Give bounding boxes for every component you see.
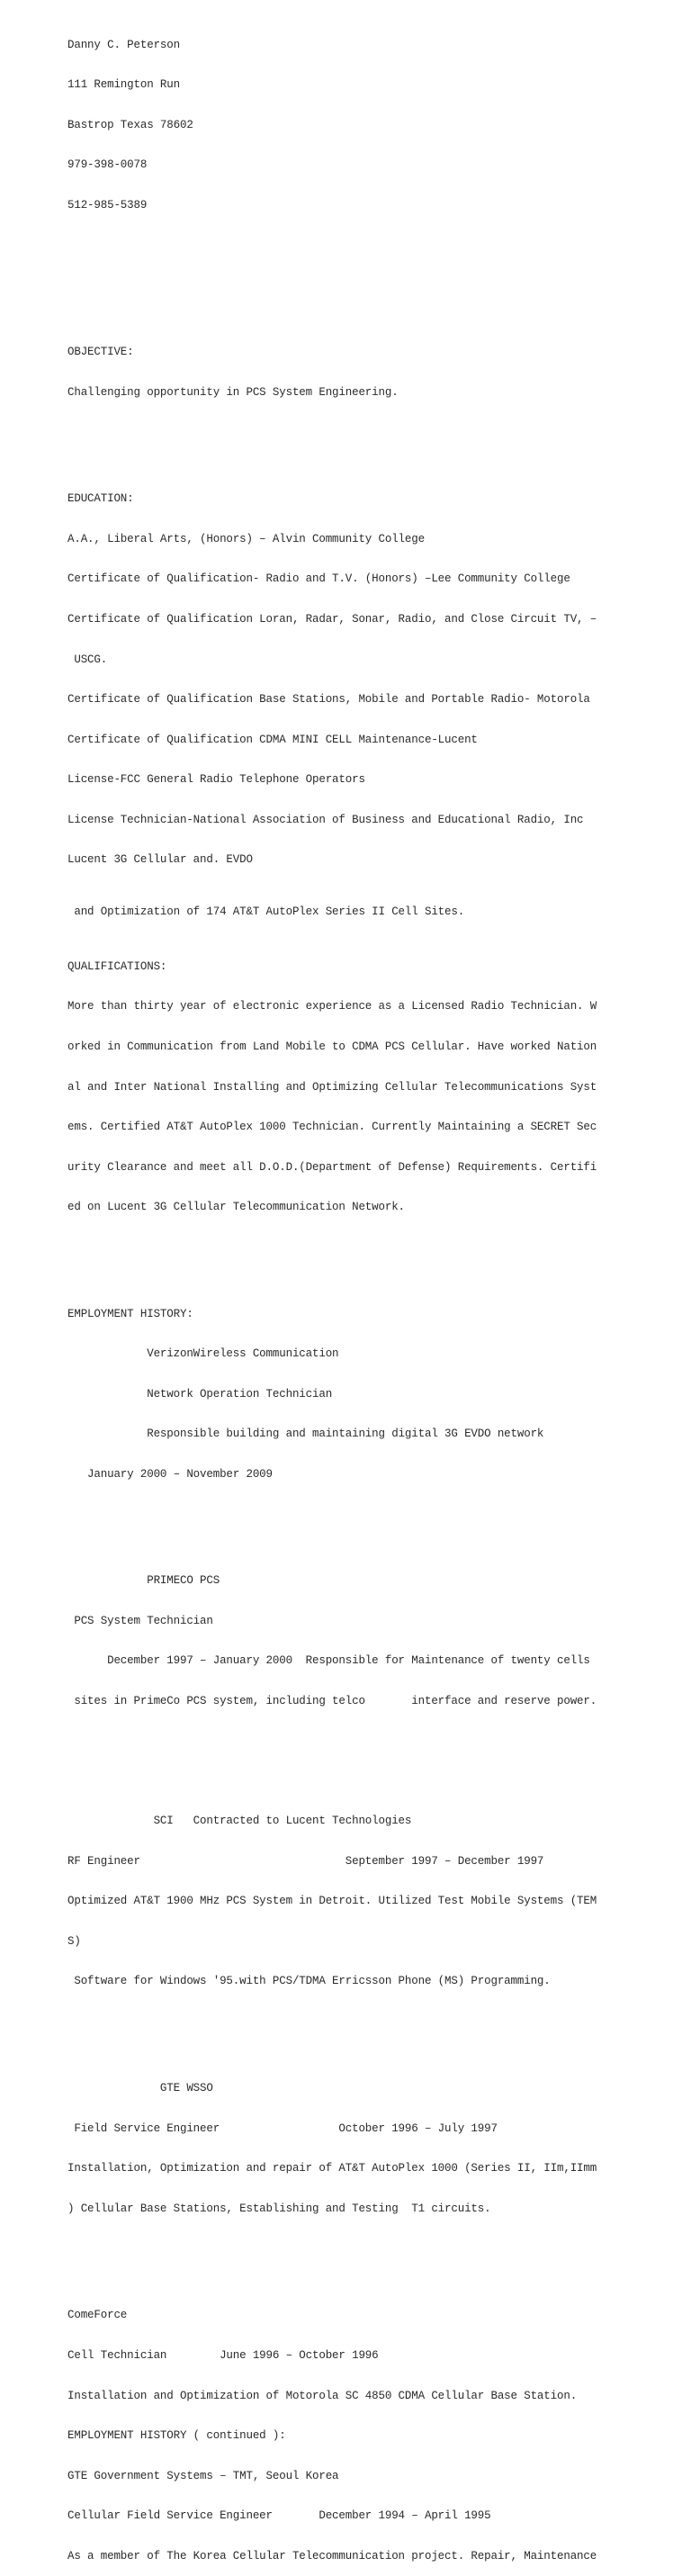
job-line: Installation, Optimization and repair of AT&T AutoPlex 1000 (Series II, IIm,IImm bbox=[67, 2162, 597, 2175]
spacer bbox=[67, 1254, 679, 1267]
qualifications-heading: QUALIFICATIONS: bbox=[67, 959, 167, 973]
job-line: S) bbox=[67, 1934, 81, 1948]
objective-heading: OBJECTIVE: bbox=[67, 346, 134, 359]
job-line: As a member of The Korea Cellular Telecommunication project. Repair, Maintenance bbox=[67, 2549, 597, 2562]
job-line: RF Engineer September 1997 – December 1997 bbox=[67, 1854, 544, 1868]
job-line: Field Service Engineer October 1996 – July 1997 bbox=[67, 2121, 498, 2135]
job-line: December 1997 – January 2000 Responsible for Maintenance of twenty cells bbox=[67, 1654, 590, 1668]
contact-name: Danny C. Peterson bbox=[67, 38, 180, 51]
job-line: Cellular Field Service Engineer December 1994 – April 1995 bbox=[67, 2509, 491, 2523]
contact-city: Bastrop Texas 78602 bbox=[67, 118, 193, 131]
objective-text: Challenging opportunity in PCS System Engineering. bbox=[67, 385, 399, 399]
education-line: License Technician-National Association of Business and Educational Radio, Inc bbox=[67, 813, 584, 826]
employment-heading: EMPLOYMENT HISTORY: bbox=[67, 1307, 193, 1320]
spacer bbox=[67, 2029, 679, 2042]
qualifications-line: More than thirty year of electronic experience as a Licensed Radio Technician. W bbox=[67, 1000, 597, 1013]
job-line: ) Cellular Base Stations, Establishing and Testing T1 circuits. bbox=[67, 2202, 491, 2215]
job-line: VerizonWireless Communication bbox=[67, 1347, 339, 1361]
spacer bbox=[67, 439, 679, 453]
education-line: Lucent 3G Cellular and. EVDO bbox=[67, 853, 253, 867]
spacer bbox=[67, 252, 679, 305]
education-line: Certificate of Qualification Loran, Radar, Sonar, Radio, and Close Circuit TV, – bbox=[67, 612, 597, 626]
footer-line: and Optimization of 174 AT&T AutoPlex Series II Cell Sites. bbox=[67, 905, 465, 918]
qualifications-line: ems. Certified AT&T AutoPlex 1000 Technician. Currently Maintaining a SECRET Sec bbox=[67, 1121, 597, 1134]
job-line: Responsible building and maintaining digital 3G EVDO network bbox=[67, 1428, 544, 1441]
education-line: License-FCC General Radio Telephone Operators bbox=[67, 773, 365, 787]
job-line: Network Operation Technician bbox=[67, 1387, 333, 1401]
qualifications-line: al and Inter National Installing and Optimizing Cellular Telecommunications Syst bbox=[67, 1080, 597, 1094]
job-line: sites in PrimeCo PCS system, including telco interface and reserve power. bbox=[67, 1694, 597, 1707]
job-line: GTE WSSO bbox=[67, 2082, 213, 2095]
job-line: Optimized AT&T 1900 MHz PCS System in Detroit. Utilized Test Mobile Systems (TEM bbox=[67, 1895, 597, 1908]
spacer bbox=[67, 1521, 679, 1534]
employment-continued-heading: EMPLOYMENT HISTORY ( continued ): bbox=[67, 2429, 286, 2443]
qualifications-line: ed on Lucent 3G Cellular Telecommunication Network. bbox=[67, 1201, 405, 1214]
job-line: Cell Technician June 1996 – October 1996 bbox=[67, 2349, 379, 2363]
education-line: A.A., Liberal Arts, (Honors) – Alvin Community College bbox=[67, 532, 425, 545]
qualifications-line: orked in Communication from Land Mobile to CDMA PCS Cellular. Have worked Nation bbox=[67, 1040, 597, 1053]
contact-phone-1: 979-398-0078 bbox=[67, 158, 148, 172]
job-line: PCS System Technician bbox=[67, 1614, 213, 1627]
education-line: Certificate of Qualification Base Stations, Mobile and Portable Radio- Motorola bbox=[67, 693, 590, 707]
education-line: Certificate of Qualification CDMA MINI CELL Maintenance-Lucent bbox=[67, 733, 478, 746]
spacer bbox=[67, 2256, 679, 2269]
contact-street: 111 Remington Run bbox=[67, 78, 180, 92]
job-line: Installation and Optimization of Motorola SC 4850 CDMA Cellular Base Station. bbox=[67, 2389, 578, 2402]
education-line: USCG. bbox=[67, 653, 108, 666]
spacer bbox=[67, 1748, 679, 1775]
job-line: SCI Contracted to Lucent Technologies bbox=[67, 1815, 412, 1828]
education-heading: EDUCATION: bbox=[67, 492, 134, 506]
job-line: Software for Windows '95.with PCS/TDMA Erricsson Phone (MS) Programming. bbox=[67, 1975, 551, 1988]
job-line: GTE Government Systems – TMT, Seoul Korea bbox=[67, 2469, 339, 2482]
qualifications-line: urity Clearance and meet all D.O.D.(Department of Defense) Requirements. Certifi bbox=[67, 1160, 597, 1174]
job-line: ComeForce bbox=[67, 2309, 128, 2322]
education-line: Certificate of Qualification- Radio and T.V. (Honors) –Lee Community College bbox=[67, 572, 570, 586]
contact-phone-2: 512-985-5389 bbox=[67, 198, 148, 212]
job-line: PRIMECO PCS bbox=[67, 1574, 220, 1588]
resume-document bbox=[67, 12, 679, 2576]
job-line: January 2000 – November 2009 bbox=[67, 1467, 273, 1481]
